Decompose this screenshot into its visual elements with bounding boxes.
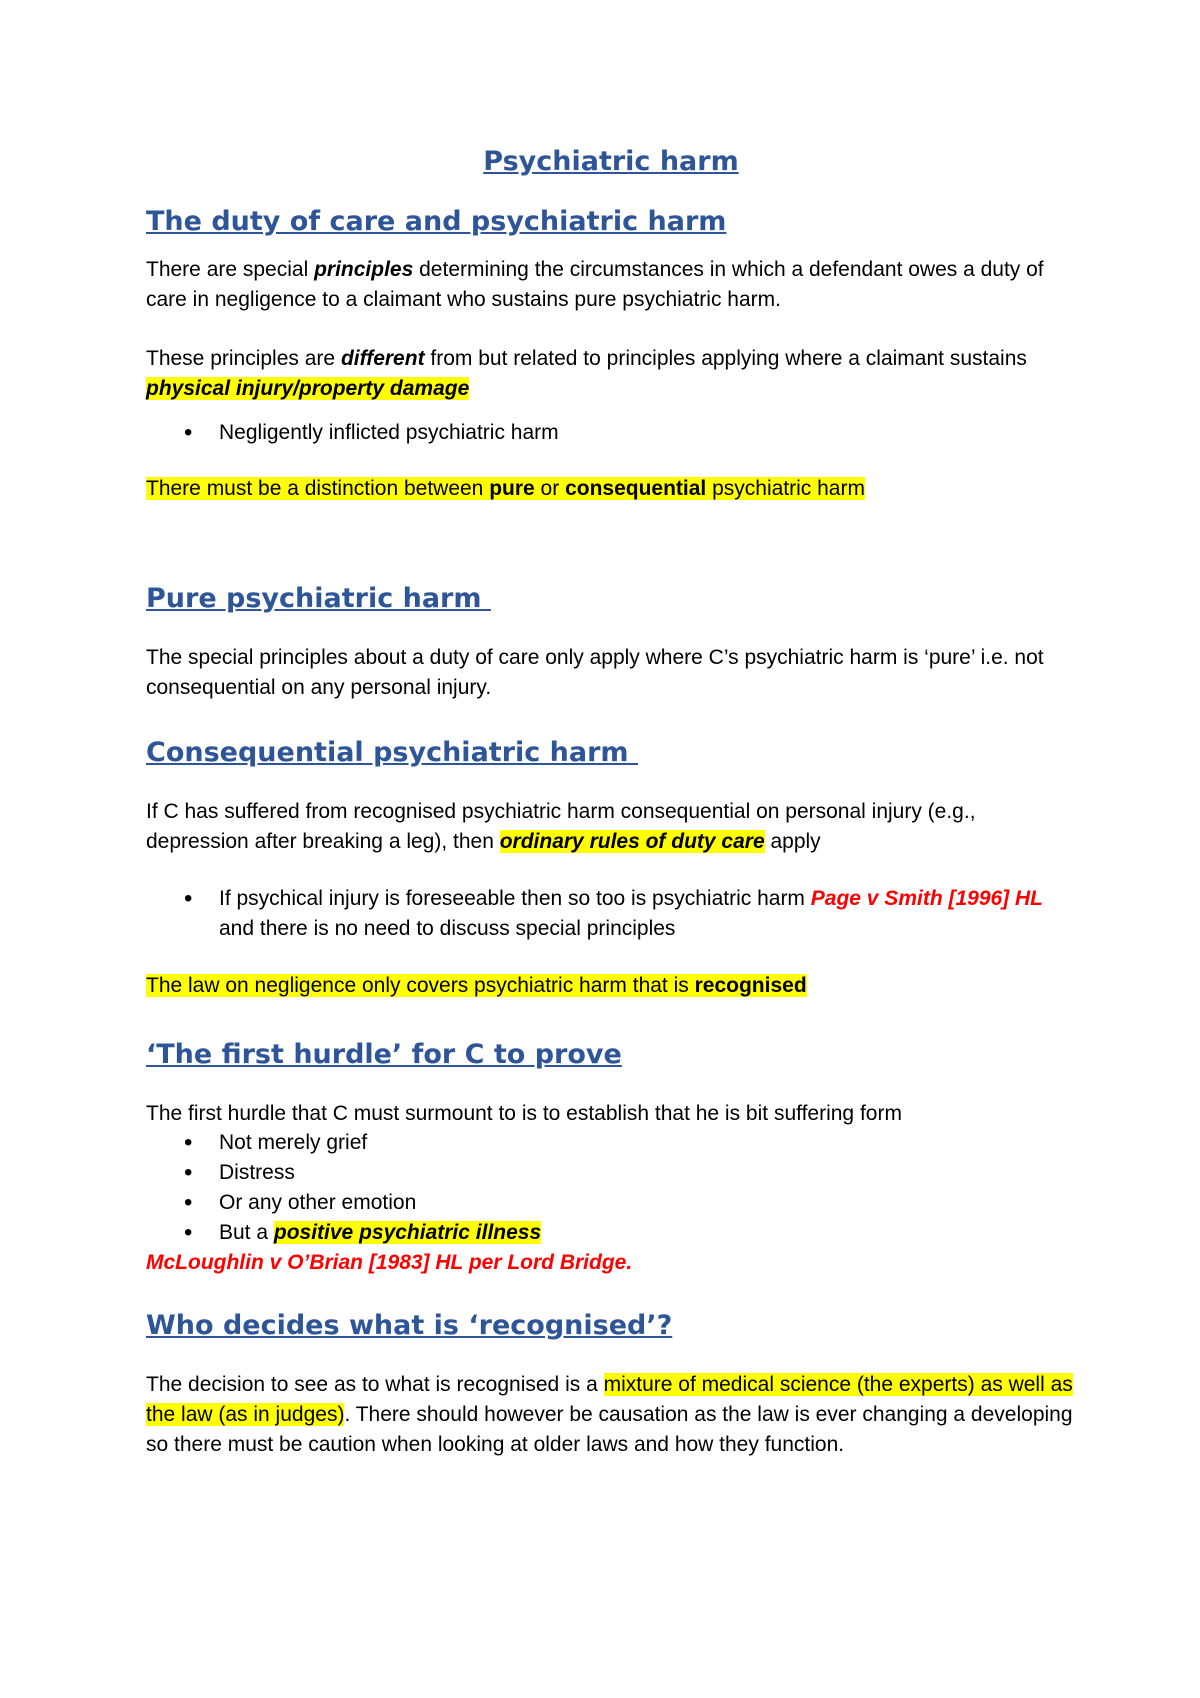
paragraph-recognised <box>146 971 1076 1001</box>
heading-duty-of-care: The duty of care and psychiatric harm <box>146 206 727 237</box>
paragraph-pure: The special principles about a duty of care only apply where C’s psychiatric harm is ‘pure’ i.e. not consequential on any personal injury. <box>146 646 1044 699</box>
case-citation: Page v Smith [1996] HL <box>810 887 1044 910</box>
heading-who-decides: Who decides what is ‘recognised’? <box>146 1310 673 1341</box>
heading-first-hurdle: ‘The first hurdle’ for C to prove <box>146 1039 622 1070</box>
bullet-list-hurdle <box>146 1128 1076 1248</box>
list-item: • Not merely grief <box>146 1128 1076 1158</box>
paragraph-distinction <box>146 474 1076 504</box>
case-citation-mcloughlin: McLoughlin v O’Brian [1983] HL per Lord Bridge. <box>146 1251 633 1274</box>
list-item: • But a positive psychiatric illness <box>146 1218 1076 1248</box>
highlighted-text: The law on negligence only covers psychiatric harm that is recognised <box>146 974 807 997</box>
paragraph-first-hurdle: The first hurdle that C must surmount to is to establish that he is bit suffering form <box>146 1102 902 1125</box>
paragraph-different-principles: These principles are different from but related to principles applying where a claimant sustains physical injury/property damage <box>146 347 1027 400</box>
heading-consequential: Consequential psychiatric harm <box>146 737 638 768</box>
list-item: • Negligently inflicted psychiatric harm <box>146 418 1076 448</box>
bullet-list-negligent <box>146 418 1076 448</box>
document-title: Psychiatric harm <box>483 146 739 177</box>
paragraph-consequential: If C has suffered from recognised psychiatric harm consequential on personal injury (e.g., depression after breaking a leg), then ordinary rules of duty care apply <box>146 800 976 853</box>
paragraph-who-decides: The decision to see as to what is recognised is a mixture of medical science (the experts) as well as the law (as in judges). There should however be causation as the law is ever changing a developing so there must be caution when looking at older laws and how they function. <box>146 1373 1073 1456</box>
highlighted-text: There must be a distinction between pure or consequential psychiatric harm <box>146 477 865 500</box>
paragraph-special-principles: There are special principles determining the circumstances in which a defendant owes a duty of care in negligence to a claimant who sustains pure psychiatric harm. <box>146 258 1044 311</box>
bullet-list-page-v-smith <box>146 884 1076 944</box>
list-item: • Or any other emotion <box>146 1188 1076 1218</box>
heading-pure-psychiatric-harm: Pure psychiatric harm <box>146 583 491 614</box>
list-item: • Distress <box>146 1158 1076 1188</box>
list-item: • If psychical injury is foreseeable then so too is psychiatric harm Page v Smith [1996] HL and there is no need to discuss special principles <box>146 884 1076 944</box>
